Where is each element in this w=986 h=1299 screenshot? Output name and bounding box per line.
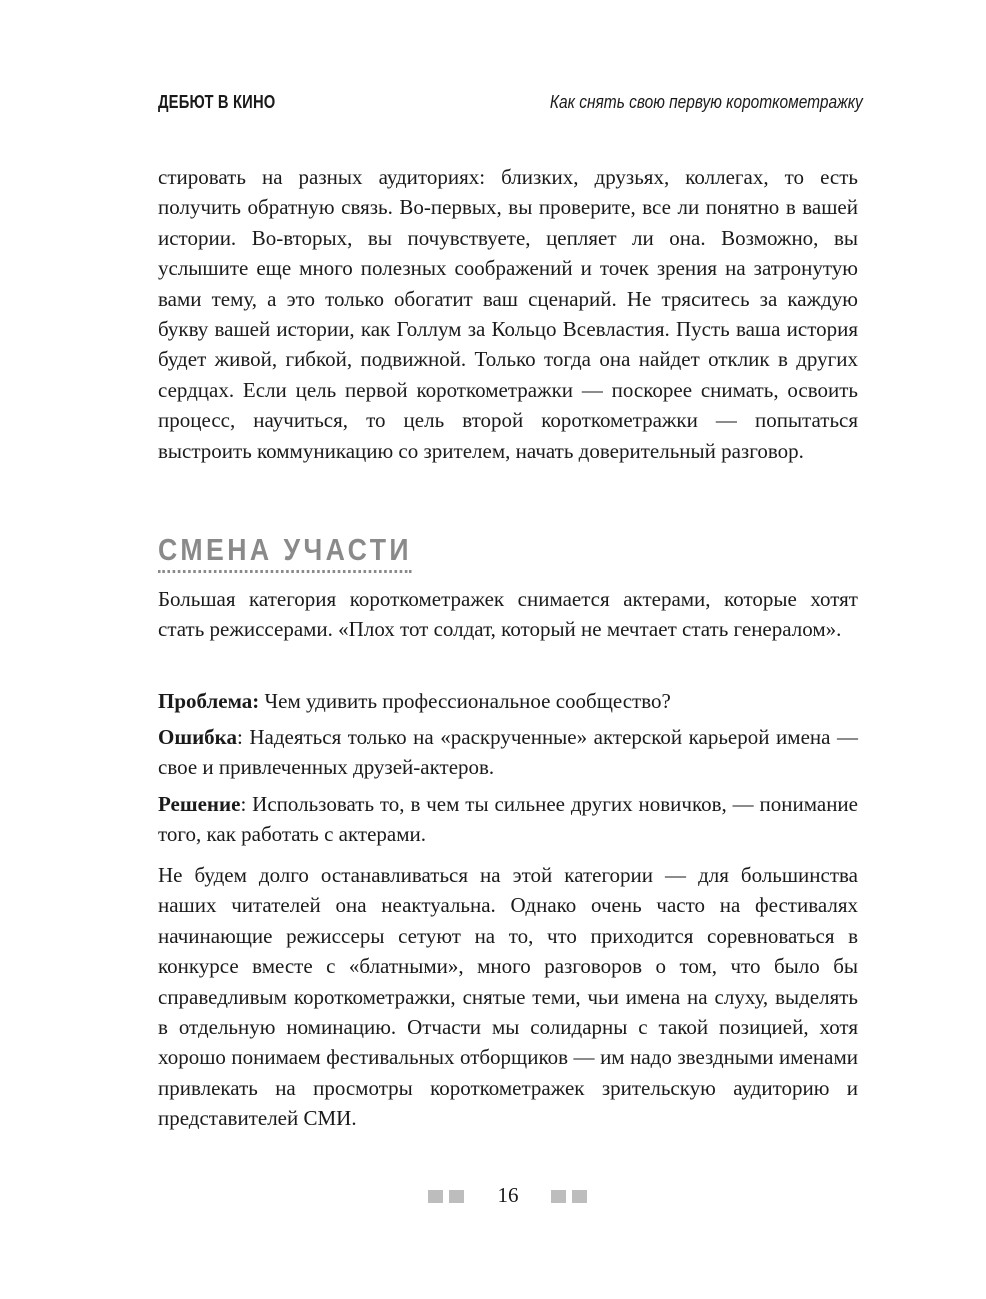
footer-ornament-square <box>449 1190 464 1203</box>
problem-block <box>158 686 858 716</box>
solution-line <box>158 789 858 850</box>
chapter-title: Как снять свою первую короткометражку <box>550 92 863 112</box>
mistake-block <box>158 722 858 783</box>
running-header <box>158 92 863 116</box>
mistake-label: Ошибка <box>158 725 237 749</box>
solution-text: : Использовать то, в чем ты сильнее других новичков, — понимание того, как работать с актерами. <box>158 792 858 847</box>
section-heading: СМЕНА УЧАСТИ <box>158 532 412 573</box>
category-paragraph-text: Большая категория короткометражек снимается актерами, которые хотят стать режиссерами. «Плох тот солдат, который не мечтает стать генералом». <box>158 587 858 642</box>
mistake-text: : Надеяться только на «раскрученные» актерской карьерой имена — свое и привлеченных друзей-актеров. <box>158 725 858 780</box>
category-paragraph <box>158 584 858 645</box>
solution-block <box>158 789 858 850</box>
page-number: 16 <box>497 1183 519 1207</box>
problem-text: Чем удивить профессиональное сообщество? <box>259 689 671 713</box>
closing-paragraph-text: Не будем долго останавливаться на этой категории — для большинства наших читателей она неактуальна. Однако очень часто на фестивалях начинающие режиссеры сетуют на то, что приходится соревноваться в конкурсе вместе с «блатными», много разговоров о том, что было бы справедливым короткометражки, снятые теми, чьи имена на слуху, выделять в отдельную номинацию. Отчасти мы солидарны с такой позицией, хотя хорошо понимаем фестивальных отборщиков — им надо звездными именами привлекать на просмотры короткометражек зрительскую аудиторию и представителей СМИ. <box>158 863 858 1131</box>
problem-line <box>158 686 858 716</box>
problem-label: Проблема: <box>158 689 260 713</box>
page-footer <box>0 1183 986 1213</box>
intro-paragraph <box>158 162 858 466</box>
book-title: ДЕБЮТ В КИНО <box>158 92 276 112</box>
mistake-line <box>158 722 858 783</box>
closing-paragraph <box>158 860 858 1134</box>
footer-ornament-square <box>428 1190 443 1203</box>
footer-ornament-square <box>551 1190 566 1203</box>
intro-paragraph-text: стировать на разных аудиториях: близких, друзьях, коллегах, то есть получить обратную связь. Во-первых, вы проверите, все ли понятно в вашей истории. Во-вторых, вы почувствуете, цепляет ли она. Возможно, вы услышите еще много полезных соображений и точек зрения на затронутую вами тему, а это только обогатит ваш сценарий. Не тряситесь за каждую букву вашей истории, как Голлум за Кольцо Всевластия. Пусть ваша история будет живой, гибкой, подвижной. Только тогда она найдет отклик в других сердцах. Если цель первой короткометражки — поскорее снимать, освоить процесс, научиться, то цель второй короткометражки — попытаться выстроить коммуникацию со зрителем, начать доверительный разговор. <box>158 165 858 463</box>
solution-label: Решение <box>158 792 241 816</box>
footer-ornament-square <box>572 1190 587 1203</box>
